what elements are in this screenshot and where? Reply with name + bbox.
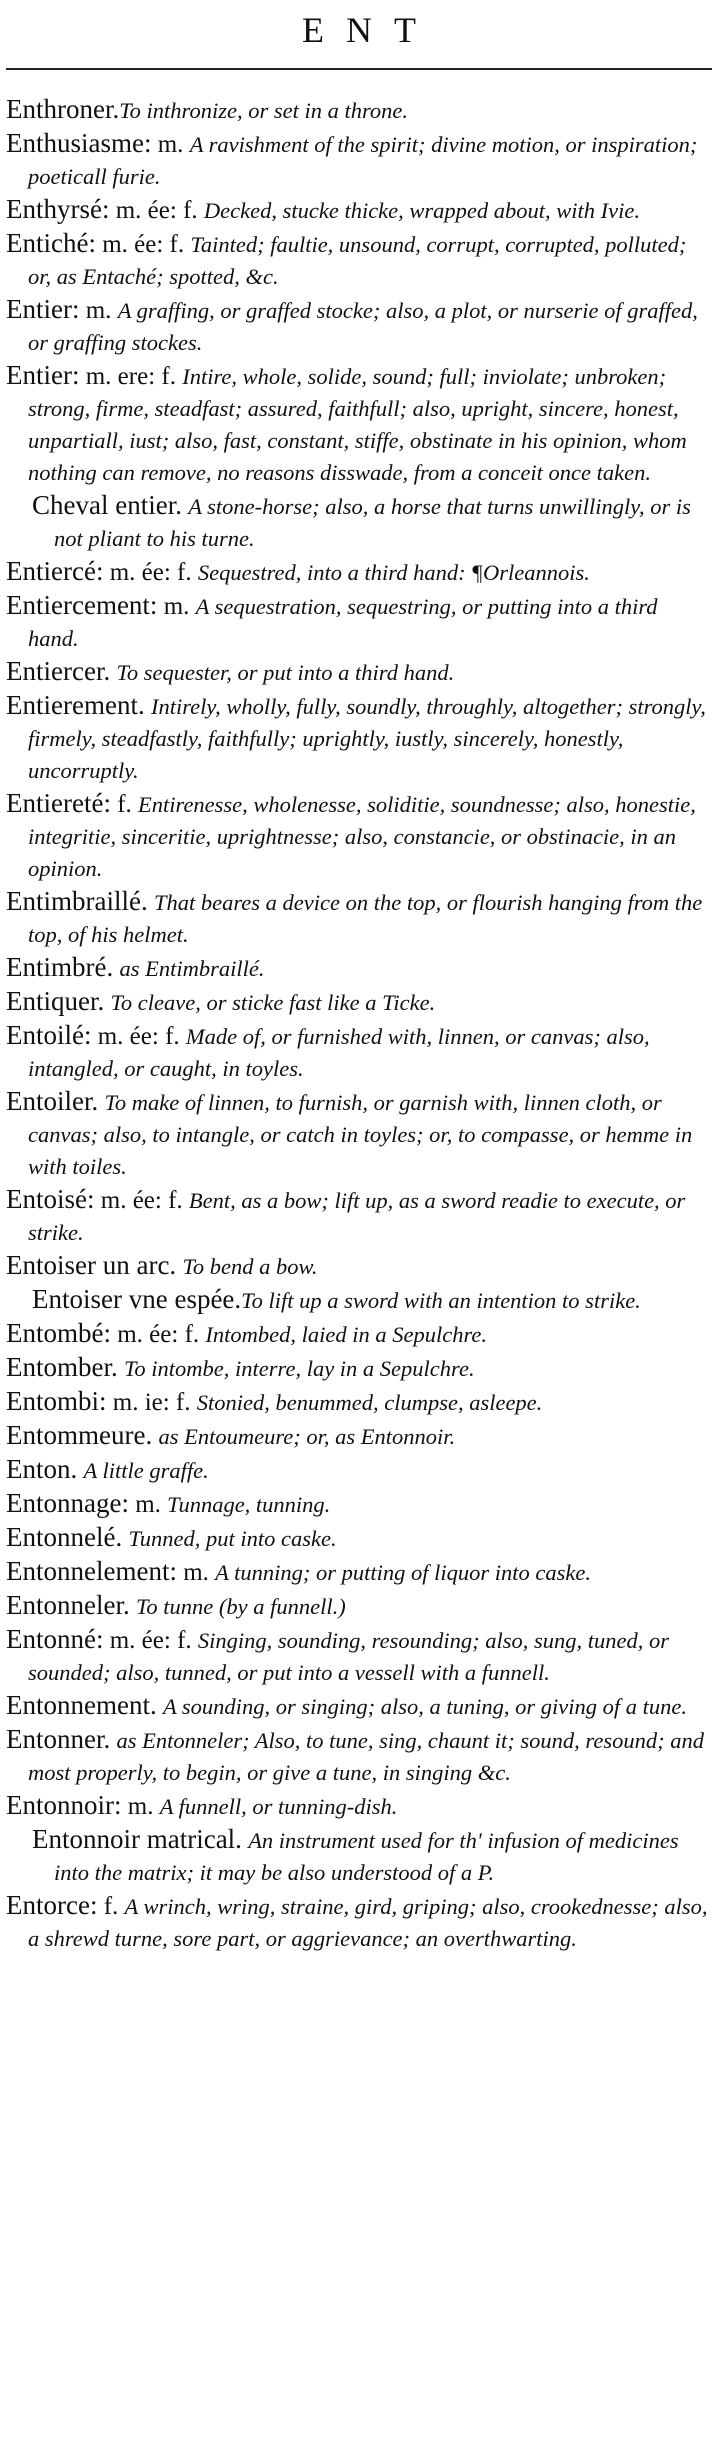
entry-grammar: m. ée: f. [94, 1187, 189, 1214]
dictionary-entry [6, 1352, 712, 1384]
entry-definition: A sounding, or singing; also, a tuning, or giving of a tune. [162, 1694, 687, 1719]
dictionary-entry [32, 490, 712, 554]
entry-definition: as Entimbraillé. [119, 956, 265, 981]
entry-grammar: m. ée: f. [103, 559, 198, 586]
entry-definition: To sequester, or put into a third hand. [116, 660, 455, 685]
entry-definition: To intombe, interre, lay in a Sepulchre. [123, 1356, 475, 1381]
entry-headword: Cheval entier. [32, 490, 182, 520]
entry-definition: A little graffe. [83, 1458, 209, 1483]
dictionary-entry [6, 1488, 712, 1520]
entry-headword: Enthroner. [6, 94, 120, 124]
dictionary-entry [6, 656, 712, 688]
dictionary-entry [6, 1790, 712, 1822]
entry-definition: To bend a bow. [182, 1254, 318, 1279]
entry-headword: Entoiser un arc. [6, 1250, 177, 1280]
entry-headword: Enthyrsé: [6, 194, 110, 224]
entry-grammar: m. [157, 593, 196, 620]
dictionary-entry [6, 1020, 712, 1084]
entry-headword: Entonnelé. [6, 1522, 123, 1552]
entry-definition: Bent, as a bow; lift up, as a sword readie to execute, or strike. [28, 1188, 686, 1245]
entry-definition: as Entoumeure; or, as Entonnoir. [158, 1424, 456, 1449]
dictionary-entry [6, 360, 712, 488]
entry-definition: An instrument used for th' infusion of medicines into the matrix; it may be also understood of a P. [54, 1828, 679, 1885]
entry-headword: Entoilé: [6, 1020, 92, 1050]
dictionary-entry [6, 1086, 712, 1182]
entry-definition: To cleave, or sticke fast like a Ticke. [110, 990, 436, 1015]
entry-headword: Entiquer. [6, 986, 105, 1016]
dictionary-entry [6, 1454, 712, 1486]
entry-definition: Intombed, laied in a Sepulchre. [205, 1322, 488, 1347]
dictionary-entry [32, 1284, 712, 1316]
entry-definition: Tunned, put into caske. [128, 1526, 337, 1551]
entry-headword: Entonner. [6, 1724, 111, 1754]
entry-grammar: m. [176, 1559, 216, 1586]
entry-definition: Made of, or furnished with, linnen, or canvas; also, intangled, or caught, in toyles. [28, 1024, 650, 1081]
entry-headword: Entierement. [6, 690, 145, 720]
entry-definition: Stonied, benummed, clumpse, asleepe. [196, 1390, 543, 1415]
running-head: ENT [302, 10, 438, 50]
entry-headword: Entiché: [6, 228, 96, 258]
dictionary-entry [6, 228, 712, 292]
dictionary-entry [6, 590, 712, 654]
entry-definition: as Entonneler; Also, to tune, sing, chaunt it; sound, resound; and most properly, to begin, or give a tune, in singing &c. [28, 1728, 704, 1785]
entry-grammar: f. [110, 791, 139, 818]
entry-definition: A stone-horse; also, a horse that turns unwillingly, or is not pliant to his turne. [54, 494, 691, 551]
entry-definition: A ravishment of the spirit; divine motion, or inspiration; poeticall furie. [28, 132, 698, 189]
entry-headword: Entoiler. [6, 1086, 99, 1116]
dictionary-entry [6, 94, 712, 126]
entry-definition: Intire, whole, solide, sound; full; inviolate; unbroken; strong, firme, steadfast; assured, faithfull; also, upright, sincere, honest, unpartiall, iust; also, fast, constant, stiffe, obstinate in his opinion, whom nothing can remove, no reasons disswade, from a conceit once taken. [28, 364, 687, 485]
entry-definition: Singing, sounding, resounding; also, sung, tuned, or sounded; also, tunned, or put into a vessell with a funnell. [28, 1628, 669, 1685]
entry-headword: Enton. [6, 1454, 78, 1484]
entry-grammar: m. ée: f. [110, 1321, 206, 1348]
dictionary-entry [6, 1890, 712, 1954]
dictionary-entry [6, 886, 712, 950]
entry-grammar: m. ere: f. [79, 363, 183, 390]
entry-headword: Entiercement: [6, 590, 158, 620]
entry-definition: Tainted; faultie, unsound, corrupt, corrupted, polluted; or, as Entaché; spotted, &c. [28, 232, 687, 289]
entry-headword: Entonnoir: [6, 1790, 122, 1820]
entry-headword: Entommeure. [6, 1420, 153, 1450]
entry-headword: Entiercer. [6, 656, 111, 686]
entry-definition: Sequestred, into a third hand: ¶Orleannois. [197, 560, 590, 585]
dictionary-entry [6, 1590, 712, 1622]
entry-grammar: f. [97, 1893, 125, 1920]
entry-headword: Entonnement. [6, 1690, 157, 1720]
entry-headword: Entoiser vne espée. [32, 1284, 242, 1314]
entry-headword: Entier: [6, 294, 80, 324]
entry-headword: Entombi: [6, 1386, 107, 1416]
entry-grammar: m. [151, 131, 190, 158]
entry-grammar: m. ée: f. [91, 1023, 186, 1050]
entry-grammar: m. ée: f. [95, 231, 191, 258]
entry-definition: Intirely, wholly, fully, soundly, throughly, altogether; strongly, firmely, steadfastly, faithfully; uprightly, iustly, sincerely, honestly, uncorruptly. [28, 694, 706, 783]
entry-headword: Entiercé: [6, 556, 104, 586]
entry-definition: A sequestration, sequestring, or putting into a third hand. [28, 594, 658, 651]
entry-grammar: m. [121, 1793, 160, 1820]
entry-definition: To inthronize, or set in a throne. [119, 98, 409, 123]
dictionary-entry [6, 1386, 712, 1418]
entry-headword: Entonné: [6, 1624, 104, 1654]
entry-headword: Entombé: [6, 1318, 111, 1348]
entry-definition: Decked, stucke thicke, wrapped about, with Ivie. [203, 198, 641, 223]
dictionary-entry [6, 1184, 712, 1248]
dictionary-entry [6, 986, 712, 1018]
entry-headword: Entonnelement: [6, 1556, 177, 1586]
dictionary-entry [6, 1318, 712, 1350]
entry-definition: A wrinch, wring, straine, gird, griping; also, crookednesse; also, a shrewd turne, sore part, or aggrievance; an overthwarting. [28, 1894, 708, 1951]
entry-headword: Entimbraillé. [6, 886, 148, 916]
entry-headword: Entier: [6, 360, 80, 390]
dictionary-entry [6, 1420, 712, 1452]
dictionary-entry [6, 194, 712, 226]
entry-definition: A graffing, or graffed stocke; also, a plot, or nurserie of graffed, or graffing stockes. [28, 298, 698, 355]
entry-headword: Entonnoir matrical. [32, 1824, 242, 1854]
dictionary-entry [6, 952, 712, 984]
entry-list [6, 94, 712, 1954]
entry-headword: Entorce: [6, 1890, 98, 1920]
entry-definition: To make of linnen, to furnish, or garnish with, linnen cloth, or canvas; also, to intangle, or catch in toyles; or, to compasse, or hemme in with toiles. [28, 1090, 693, 1179]
entry-grammar: m. [128, 1491, 168, 1518]
dictionary-entry [6, 1724, 712, 1788]
entry-headword: Entiereté: [6, 788, 111, 818]
entry-definition: A tunning; or putting of liquor into caske. [215, 1560, 591, 1585]
entry-definition: A funnell, or tunning-dish. [159, 1794, 398, 1819]
dictionary-entry [6, 690, 712, 786]
entry-headword: Entonnage: [6, 1488, 129, 1518]
dictionary-entry [32, 1824, 712, 1888]
entry-headword: Entoisé: [6, 1184, 95, 1214]
entry-headword: Enthusiasme: [6, 128, 152, 158]
entry-headword: Entomber. [6, 1352, 118, 1382]
dictionary-entry [6, 556, 712, 588]
dictionary-entry [6, 788, 712, 884]
dictionary-entry [6, 1522, 712, 1554]
entry-definition: Tunnage, tunning. [167, 1492, 331, 1517]
header-rule [6, 68, 712, 70]
dictionary-entry [6, 294, 712, 358]
entry-grammar: m. [79, 297, 118, 324]
entry-definition: To tunne (by a funnell.) [135, 1594, 346, 1619]
entry-grammar: m. ie: f. [106, 1389, 197, 1416]
entry-definition: To lift up a sword with an intention to strike. [241, 1288, 641, 1313]
dictionary-entry [6, 1690, 712, 1722]
dictionary-entry [6, 128, 712, 192]
entry-grammar: m. ée: f. [103, 1627, 198, 1654]
entry-definition: That beares a device on the top, or flourish hanging from the top, of his helmet. [28, 890, 703, 947]
dictionary-entry [6, 1556, 712, 1588]
entry-headword: Entonneler. [6, 1590, 130, 1620]
entry-grammar: m. ée: f. [109, 197, 204, 224]
dictionary-entry [6, 1250, 712, 1282]
entry-headword: Entimbré. [6, 952, 114, 982]
dictionary-entry [6, 1624, 712, 1688]
entry-definition: Entirenesse, wholenesse, soliditie, soundnesse; also, honestie, integritie, sinceritie, uprightnesse; also, constancie, or obstinacie, in an opinion. [28, 792, 696, 881]
